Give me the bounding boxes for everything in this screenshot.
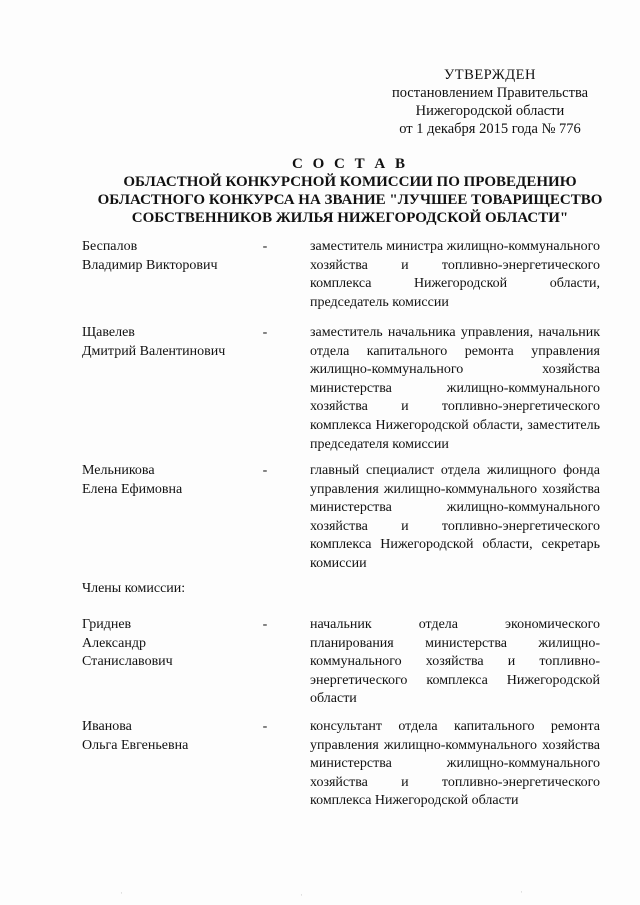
member-name	[82, 616, 252, 672]
approval-line-2: Нижегородской области	[415, 103, 565, 119]
separator-dash: -	[262, 239, 268, 254]
member-name	[82, 238, 252, 275]
member-surname: Мельникова	[82, 463, 155, 478]
member-role: консультант отдела капитального ремонта управления жилищно-коммунального хозяйства министерства жилищно-коммунального хозяйства и топливно-энергетического комплекса Нижегородской области	[310, 719, 600, 809]
member-name	[82, 718, 252, 755]
member-given-names: Владимир Викторович	[82, 257, 218, 273]
member-role: заместитель министра жилищно-коммунального хозяйства и топливно-энергетического комплекса Нижегородской области, председатель комиссии	[310, 239, 600, 310]
approval-stamp	[360, 66, 620, 138]
member-name	[82, 462, 252, 499]
member-role: главный специалист отдела жилищного фонда управления жилищно-коммунального хозяйства министерства жилищно-коммунального хозяйства и топливно-энергетического комплекса Нижегородской области, секретарь комиссии	[310, 463, 600, 571]
separator-dash: -	[262, 617, 268, 632]
member-given-names: Дмитрий Валентинович	[82, 343, 226, 359]
scan-speck: ·	[120, 888, 123, 898]
member-role: заместитель начальника управления, начальник отдела капитального ремонта управления жилищно-коммунального хозяйства министерства жилищно-коммунального хозяйства и топливно-энергетического комплекса Нижегородской области, заместитель председателя комиссии	[310, 325, 600, 452]
heading-line-3: ОБЛАСТНОГО КОНКУРСА НА ЗВАНИЕ "ЛУЧШЕЕ ТОВАРИЩЕСТВО	[97, 192, 603, 208]
approval-line-3: от 1 декабря 2015 года № 776	[399, 121, 581, 137]
heading-line-2: ОБЛАСТНОЙ КОНКУРСНОЙ КОМИССИИ ПО ПРОВЕДЕНИЮ	[123, 174, 577, 190]
scan-speck: ·	[520, 887, 523, 897]
heading-line-4: СОБСТВЕННИКОВ ЖИЛЬЯ НИЖЕГОРОДСКОЙ ОБЛАСТИ"	[131, 210, 569, 226]
member-role: начальник отдела экономического планирования министерства жилищно-коммунального хозяйства и топливно-энергетического комплекса Нижегородской области	[310, 617, 600, 707]
member-surname: Беспалов	[82, 239, 138, 254]
member-given-names: Ольга Евгеньевна	[82, 737, 189, 753]
approval-title: УТВЕРЖДЕН	[444, 67, 536, 83]
members-label: Члены комиссии:	[82, 581, 186, 596]
separator-dash: -	[262, 463, 268, 478]
member-given-names: Елена Ефимовна	[82, 481, 183, 497]
member-given-names: Александр	[82, 635, 146, 651]
heading-line-1: С О С Т А В	[292, 156, 408, 172]
separator-dash: -	[262, 325, 268, 340]
member-name	[82, 324, 252, 361]
scan-speck: ·	[300, 890, 303, 900]
member-patronymic: Станиславович	[82, 654, 173, 670]
member-surname: Иванова	[82, 719, 132, 734]
member-surname: Гриднев	[82, 617, 132, 632]
approval-line-1: постановлением Правительства	[391, 85, 589, 101]
document-heading	[70, 155, 630, 227]
member-surname: Щавелев	[82, 325, 135, 340]
separator-dash: -	[262, 719, 268, 734]
